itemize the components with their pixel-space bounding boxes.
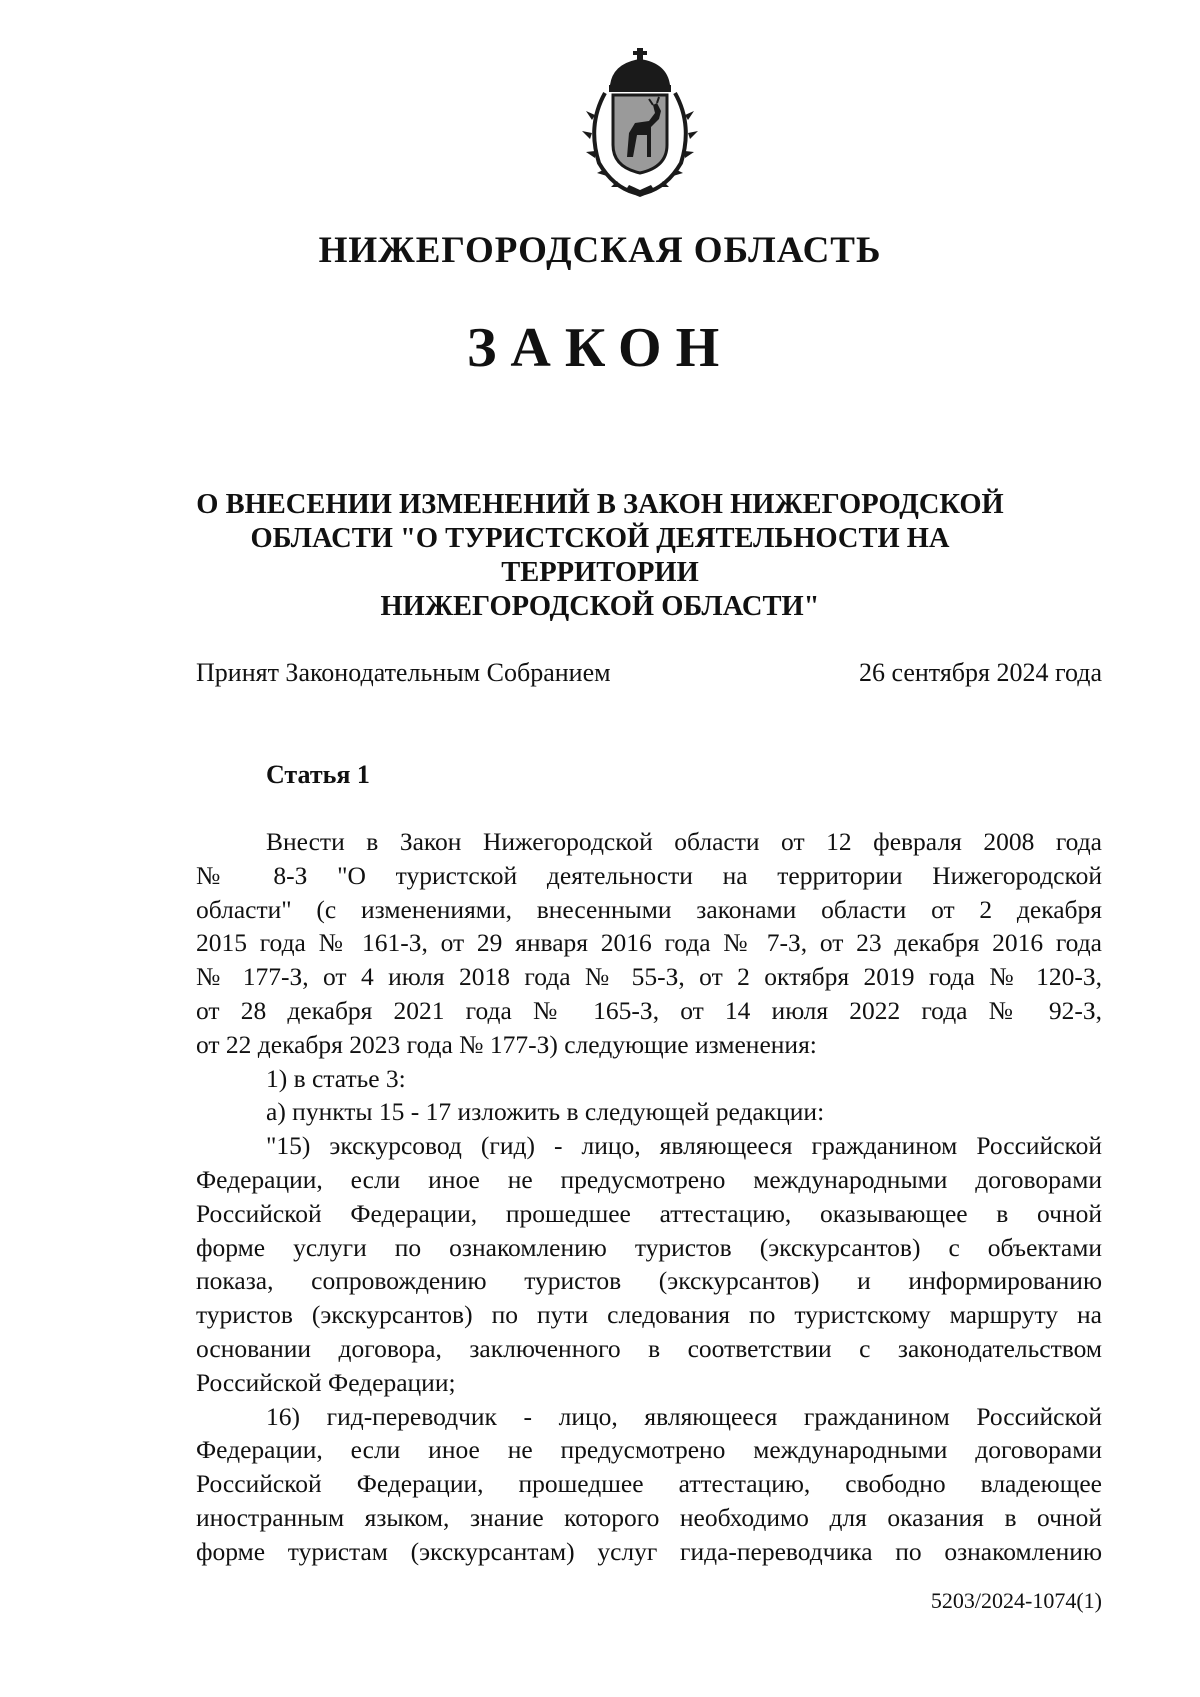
body-text-line: основании договора, заключенного в соответствии с законодательством [196, 1333, 1102, 1363]
body-text-line: показа, сопровождению туристов (экскурсантов) и информированию [196, 1266, 1102, 1296]
body-text-line: Внести в Закон Нижегородской области от 12 февраля 2008 года [266, 827, 1102, 856]
body-text-line: Российской Федерации, прошедшее аттестацию, свободно владеющее [196, 1469, 1102, 1499]
body-text-line: Российской Федерации; [196, 1367, 456, 1397]
article-body [196, 825, 1102, 1569]
document-number: 5203/2024-1074(1) [930, 1588, 1102, 1613]
body-text-line: Федерации, если иное не предусмотрено международными договорами [196, 1164, 1102, 1194]
body-text-line: 2015 года № 161-З, от 29 января 2016 года № 7-З, от 23 декабря 2016 года [196, 928, 1102, 958]
law-title-line: О ВНЕСЕНИИ ИЗМЕНЕНИЙ В ЗАКОН НИЖЕГОРОДСКОЙ [196, 489, 1004, 520]
adoption-date: 26 сентября 2024 года [858, 658, 1102, 687]
body-text-line: форме туристам (экскурсантам) услуг гида-переводчика по ознакомлению [196, 1536, 1102, 1566]
body-text-line: а) пункты 15 - 17 изложить в следующей редакции: [266, 1097, 825, 1127]
body-text-line: 1) в статье 3: [266, 1063, 406, 1093]
body-text-line: Российской Федерации, прошедшее аттестацию, оказывающее в очной [196, 1198, 1102, 1228]
body-text-line: № 177-З, от 4 июля 2018 года № 55-З, от 2 октября 2019 года № 120-З, [196, 962, 1102, 992]
body-text-line: № 8-З "О туристской деятельности на территории Нижегородской [196, 860, 1102, 890]
adoption-line [196, 660, 1102, 686]
body-text-line: от 28 декабря 2021 года № 165-З, от 14 июля 2022 года № 92-З, [196, 995, 1102, 1025]
body-text-line: туристов (экскурсантов) по пути следования по туристскому маршруту на [196, 1300, 1102, 1330]
article-heading: Статья 1 [266, 760, 370, 789]
law-title-line: НИЖЕГОРОДСКОЙ ОБЛАСТИ" [380, 591, 820, 622]
adopting-body: Принят Законодательным Собранием [196, 658, 611, 687]
region-name: НИЖЕГОРОДСКАЯ ОБЛАСТЬ [318, 230, 882, 271]
body-text-line: иностранным языком, знание которого необходимо для оказания в очной [196, 1502, 1102, 1532]
law-title [150, 488, 1050, 624]
body-text-line: области" (с изменениями, внесенными законами области от 2 декабря [196, 894, 1102, 924]
body-text-line: 16) гид-переводчик - лицо, являющееся гражданином Российской [266, 1401, 1102, 1431]
law-title-line: ОБЛАСТИ "О ТУРИСТСКОЙ ДЕЯТЕЛЬНОСТИ НА ТЕРРИТОРИИ [250, 523, 950, 588]
body-text-line: от 22 декабря 2023 года № 177-З) следующие изменения: [196, 1029, 817, 1059]
document-type: ЗАКОН [466, 317, 734, 379]
body-text-line: Федерации, если иное не предусмотрено международными договорами [196, 1435, 1102, 1465]
body-text-line: "15) экскурсовод (гид) - лицо, являющееся гражданином Российской [266, 1131, 1102, 1161]
coat-of-arms-icon [565, 45, 715, 200]
body-text-line: форме услуги по ознакомлению туристов (экскурсантов) с объектами [196, 1232, 1102, 1262]
